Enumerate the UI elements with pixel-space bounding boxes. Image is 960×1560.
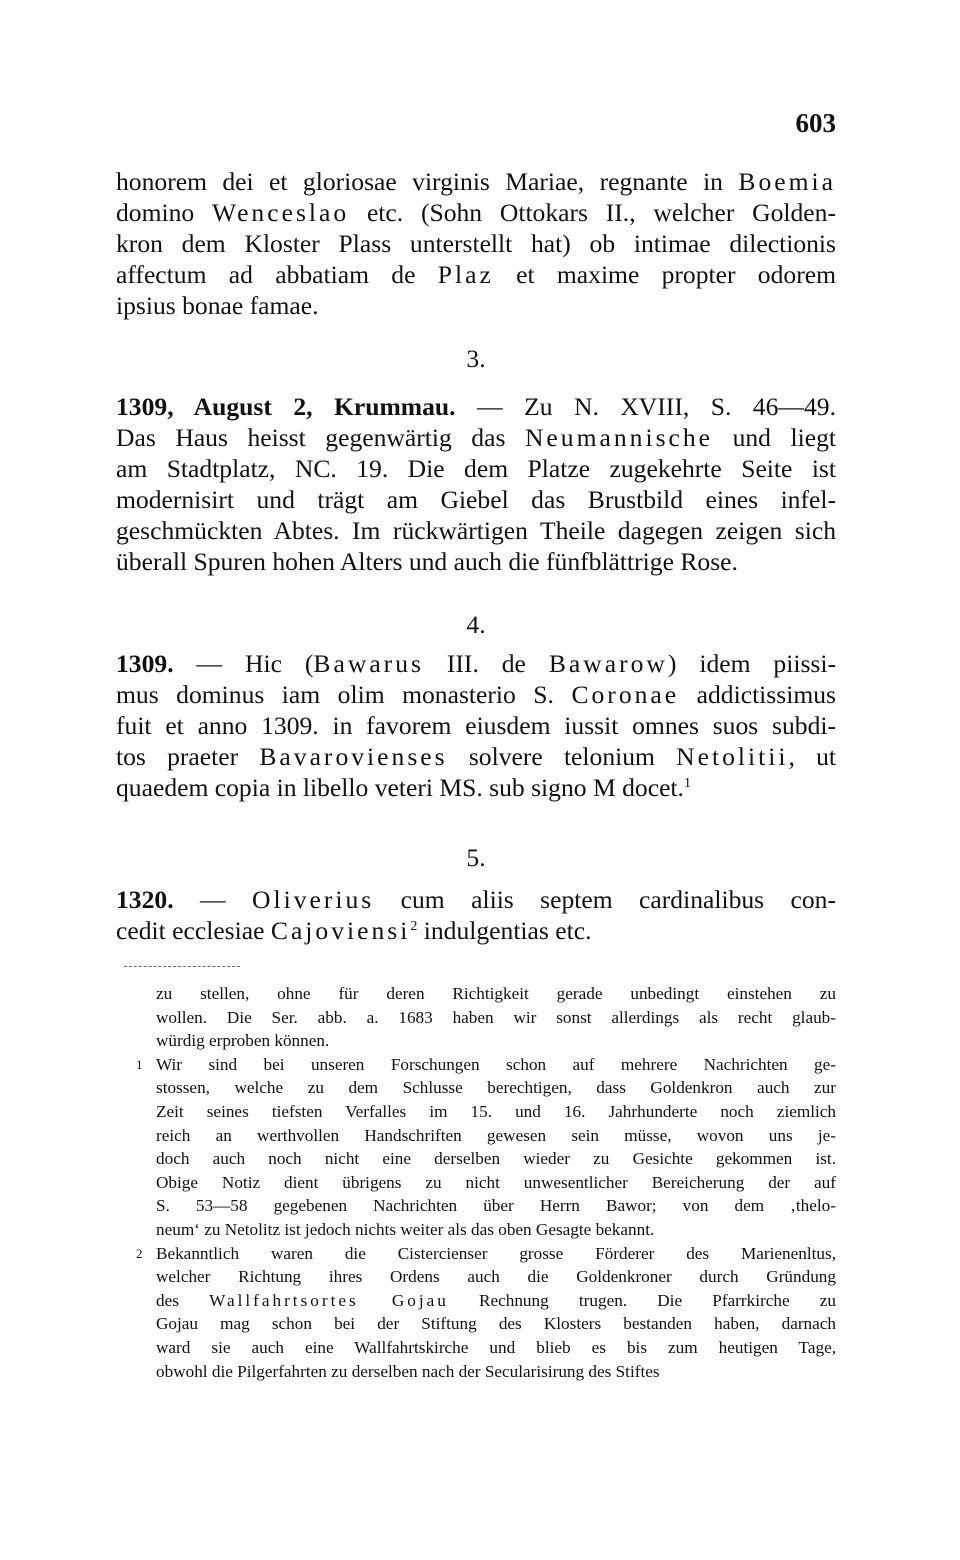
- text-run: ) idem piissi-: [667, 649, 836, 678]
- footnote: [156, 982, 836, 1053]
- text-run: S. 53—58 gegebenen Nachrichten über Herrn Bawor; von dem ‚thelo-: [156, 1196, 836, 1216]
- footnote-line: [156, 1006, 836, 1030]
- section-5-paragraph: [116, 884, 836, 946]
- text-run: , ut: [788, 742, 836, 771]
- footnote-line: [156, 1289, 836, 1313]
- text-run: obwohl die Pilgerfahrten zu derselben nach der Secularisirung des Stiftes: [156, 1361, 660, 1381]
- text-run: domino: [116, 198, 212, 227]
- text-line: [116, 884, 836, 915]
- text-run: Rechnung trugen. Die Pfarrkirche zu: [448, 1290, 836, 1310]
- text-run: quaedem copia in libello veteri MS. sub signo M docet.: [116, 773, 684, 802]
- spaced-name: Bavarovienses: [259, 742, 448, 771]
- spaced-name: Netolitii: [676, 742, 789, 771]
- section-3-paragraph: [116, 391, 836, 577]
- text-line: [116, 422, 836, 453]
- text-run: — Hic (: [173, 649, 314, 678]
- text-run: solvere telonium: [447, 742, 677, 771]
- section-number-4: 4.: [466, 610, 486, 639]
- footnote-line: [156, 1171, 836, 1195]
- text-run: würdig erproben können.: [156, 1031, 330, 1051]
- section-number-3: 3.: [466, 344, 486, 373]
- text-run: neum‘ zu Netolitz ist jedoch nichts weiter als das oben Gesagte bekannt.: [156, 1219, 655, 1239]
- text-line: [116, 290, 836, 321]
- text-run: Obige Notiz dient übrigens zu nicht unwesentlicher Bereicherung der auf: [156, 1172, 836, 1192]
- text-run: ipsius bonae famae.: [116, 291, 319, 320]
- spaced-name: Boemia: [738, 167, 836, 196]
- footnote-line: [156, 1100, 836, 1124]
- footnote-line: [156, 982, 836, 1006]
- footnote-line: [156, 1265, 836, 1289]
- footnote-line: [156, 1218, 836, 1242]
- text-run: wollen. Die Ser. abb. a. 1683 haben wir sonst allerdings als recht glaub-: [156, 1007, 836, 1027]
- text-line: [116, 197, 836, 228]
- date-heading: 1309.: [116, 649, 174, 678]
- spaced-name: Wenceslao: [211, 198, 350, 227]
- text-run: III. de: [423, 649, 549, 678]
- text-run: —: [173, 885, 252, 914]
- footnote-reference: 2: [410, 919, 418, 934]
- text-line: [116, 391, 836, 422]
- text-run: affectum ad abbatiam de: [116, 260, 438, 289]
- footnote-separator: [124, 966, 240, 967]
- footnote-line: [156, 1360, 836, 1384]
- text-line: [116, 259, 836, 290]
- section-number-5: 5.: [466, 843, 486, 872]
- footnote-line: [156, 1194, 836, 1218]
- footnote-reference: 1: [683, 776, 691, 791]
- spaced-name: Coronae: [571, 680, 680, 709]
- footnote-marker: 1: [136, 1056, 143, 1072]
- footnotes: [136, 982, 836, 1383]
- page-number: 603: [795, 108, 836, 138]
- text-run: — Zu N. XVIII, S. 46—49.: [455, 392, 836, 421]
- text-run: Das Haus heisst gegenwärtig das: [116, 423, 525, 452]
- footnote-line: [156, 1312, 836, 1336]
- text-run: zu stellen, ohne für deren Richtigkeit gerade unbedingt einstehen zu: [156, 984, 836, 1003]
- text-line: [116, 453, 836, 484]
- section-4-paragraph: [116, 648, 836, 803]
- text-run: am Stadtplatz, NC. 19. Die dem Platze zugekehrte Seite ist: [116, 454, 836, 483]
- text-run: kron dem Kloster Plass unterstellt hat) ob intimae dilectionis: [116, 229, 836, 258]
- text-run: tos praeter: [116, 742, 260, 771]
- text-line: [116, 166, 836, 197]
- text-line: [116, 915, 836, 946]
- text-run: Bekanntlich waren die Cistercienser grosse Förderer des Marienenltus,: [156, 1243, 836, 1263]
- text-line: [116, 741, 836, 772]
- spaced-name: Plaz: [437, 260, 494, 289]
- text-run: Wir sind bei unseren Forschungen schon auf mehrere Nachrichten ge-: [156, 1054, 836, 1074]
- footnote-line: [156, 1124, 836, 1148]
- footnote-line: [156, 1029, 836, 1053]
- date-heading: 1309, August 2, Krummau.: [116, 392, 456, 421]
- footnote-line: [156, 1242, 836, 1266]
- text-run: addictissimus: [679, 680, 836, 709]
- text-line: [116, 710, 836, 741]
- spaced-name: Bawarow: [548, 649, 668, 678]
- continuation-paragraph: [116, 166, 836, 321]
- text-line: [116, 679, 836, 710]
- footnote-marker: 2: [136, 1245, 143, 1261]
- text-run: modernisirt und trägt am Giebel das Brustbild eines infel-: [116, 485, 836, 514]
- text-run: etc. (Sohn Ottokars II., welcher Golden-: [349, 198, 836, 227]
- text-run: des: [156, 1290, 210, 1310]
- spaced-name: Cajoviensi: [270, 916, 411, 945]
- text-run: stossen, welche zu dem Schlusse berechtigen, dass Goldenkron auch zur: [156, 1078, 836, 1098]
- text-run: welcher Richtung ihres Ordens auch die Goldenkroner durch Gründung: [156, 1267, 836, 1287]
- text-run: fuit et anno 1309. in favorem eiusdem iussit omnes suos subdi-: [116, 711, 836, 740]
- spaced-name: Oliverius: [251, 885, 375, 914]
- text-run: indulgentias etc.: [417, 916, 592, 945]
- footnote-line: [156, 1053, 836, 1077]
- text-line: [116, 648, 836, 679]
- text-run: und liegt: [713, 423, 836, 452]
- text-line: [116, 515, 836, 546]
- text-run: Zeit seines tiefsten Verfalles im 15. und 16. Jahrhunderte noch ziemlich: [156, 1101, 836, 1121]
- text-run: geschmückten Abtes. Im rückwärtigen Theile dagegen zeigen sich: [116, 516, 836, 545]
- spaced-name: Neumannische: [524, 423, 714, 452]
- text-run: Gojau mag schon bei der Stiftung des Klosters bestanden haben, darnach: [156, 1314, 836, 1334]
- text-run: überall Spuren hohen Alters und auch die fünfblättrige Rose.: [116, 547, 738, 576]
- text-run: et maxime propter odorem: [493, 260, 836, 289]
- spaced-name: Bawarus: [313, 649, 424, 678]
- footnote: [136, 1242, 836, 1384]
- footnote: [136, 1053, 836, 1242]
- footnote-line: [156, 1147, 836, 1171]
- text-run: reich an werthvollen Handschriften gewesen sein müsse, wovon uns je-: [156, 1125, 836, 1145]
- text-run: cum aliis septem cardinalibus con-: [374, 885, 837, 914]
- text-run: doch auch noch nicht eine derselben wieder zu Gesichte gekommen ist.: [156, 1149, 836, 1169]
- text-line: [116, 772, 836, 803]
- text-run: ward sie auch eine Wallfahrtskirche und blieb es bis zum heutigen Tage,: [156, 1337, 836, 1357]
- text-run: honorem dei et gloriosae virginis Mariae, regnante in: [116, 167, 739, 196]
- footnote-line: [156, 1076, 836, 1100]
- date-heading: 1320.: [116, 885, 174, 914]
- text-line: [116, 228, 836, 259]
- text-line: [116, 484, 836, 515]
- footnote-line: [156, 1336, 836, 1360]
- text-line: [116, 546, 836, 577]
- text-run: cedit ecclesiae: [116, 916, 271, 945]
- text-run: mus dominus iam olim monasterio S.: [116, 680, 572, 709]
- spaced-name: Wallfahrtsortes Gojau: [209, 1290, 449, 1310]
